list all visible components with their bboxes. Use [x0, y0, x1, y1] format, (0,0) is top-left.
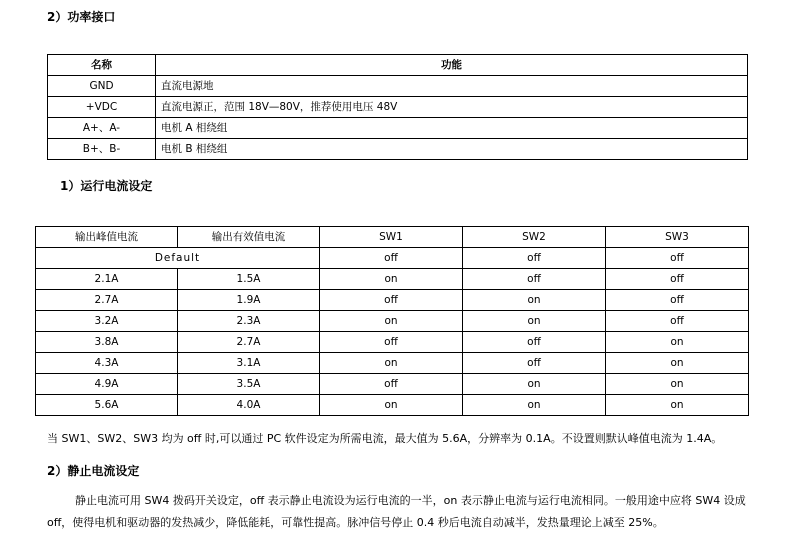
header-function: 功能: [156, 55, 748, 76]
sw2-state: off: [463, 353, 606, 374]
sw1-state: off: [320, 374, 463, 395]
default-label: Default: [36, 248, 320, 269]
header-peak-current: 输出峰值电流: [36, 227, 178, 248]
sw3-state: off: [606, 248, 749, 269]
peak-current: 5.6A: [36, 395, 178, 416]
sw1-state: off: [320, 248, 463, 269]
table-row: [36, 290, 749, 311]
table-row: [36, 311, 749, 332]
table-row: [36, 374, 749, 395]
pin-name: B+、B-: [48, 139, 156, 160]
power-interface-heading: 2）功率接口: [47, 10, 116, 24]
rms-current: 1.9A: [178, 290, 320, 311]
sw2-state: off: [463, 248, 606, 269]
run-current-heading: 1）运行电流设定: [60, 179, 153, 193]
peak-current: 2.1A: [36, 269, 178, 290]
peak-current: 4.9A: [36, 374, 178, 395]
peak-current: 4.3A: [36, 353, 178, 374]
header-sw1: SW1: [320, 227, 463, 248]
pin-function: 电机 A 相绕组: [156, 118, 748, 139]
pin-function: 直流电源正，范围 18V—80V，推荐使用电压 48V: [156, 97, 748, 118]
rms-current: 2.3A: [178, 311, 320, 332]
sw3-state: on: [606, 353, 749, 374]
run-current-table: [35, 226, 749, 416]
header-rms-current: 输出有效值电流: [178, 227, 320, 248]
sw2-state: on: [463, 395, 606, 416]
idle-current-heading: 2）静止电流设定: [47, 464, 140, 478]
pin-function: 电机 B 相绕组: [156, 139, 748, 160]
table-row: [48, 97, 748, 118]
rms-current: 3.1A: [178, 353, 320, 374]
table-row: [48, 139, 748, 160]
rms-current: 3.5A: [178, 374, 320, 395]
default-row: [36, 248, 749, 269]
rms-current: 1.5A: [178, 269, 320, 290]
peak-current: 2.7A: [36, 290, 178, 311]
table-row: [36, 395, 749, 416]
table-row: [36, 332, 749, 353]
pin-name: +VDC: [48, 97, 156, 118]
sw2-state: off: [463, 332, 606, 353]
sw2-state: on: [463, 311, 606, 332]
rms-current: 2.7A: [178, 332, 320, 353]
peak-current: 3.2A: [36, 311, 178, 332]
sw1-state: on: [320, 311, 463, 332]
pin-name: GND: [48, 76, 156, 97]
idle-current-description: [47, 490, 747, 534]
header-sw2: SW2: [463, 227, 606, 248]
rms-current: 4.0A: [178, 395, 320, 416]
table-header-row: [36, 227, 749, 248]
table-row: [48, 76, 748, 97]
sw1-state: off: [320, 290, 463, 311]
table-row: [48, 118, 748, 139]
sw2-state: on: [463, 374, 606, 395]
peak-current: 3.8A: [36, 332, 178, 353]
idle-current-paragraph: 静止电流可用 SW4 拨码开关设定，off 表示静止电流设为运行电流的一半，on 表示静止电流与运行电流相同。一般用途中应将 SW4 设成 off，使得电机和驱动器的发热减少，降低能耗，可靠性提高。脉冲信号停止 0.4 秒后电流自动减半，发热量理论上减至 25%。: [47, 494, 746, 529]
table-row: [36, 269, 749, 290]
sw3-state: on: [606, 374, 749, 395]
current-setting-note: 当 SW1、SW2、SW3 均为 off 时,可以通过 PC 软件设定为所需电流，最大值为 5.6A，分辨率为 0.1A。不设置则默认峰值电流为 1.4A。: [47, 432, 723, 445]
power-interface-table: [47, 54, 748, 160]
table-header-row: [48, 55, 748, 76]
sw1-state: on: [320, 269, 463, 290]
sw1-state: on: [320, 353, 463, 374]
sw3-state: off: [606, 311, 749, 332]
header-sw3: SW3: [606, 227, 749, 248]
sw3-state: on: [606, 332, 749, 353]
pin-function: 直流电源地: [156, 76, 748, 97]
sw1-state: off: [320, 332, 463, 353]
pin-name: A+、A-: [48, 118, 156, 139]
sw3-state: off: [606, 269, 749, 290]
sw3-state: on: [606, 395, 749, 416]
sw1-state: on: [320, 395, 463, 416]
sw2-state: on: [463, 290, 606, 311]
header-name: 名称: [48, 55, 156, 76]
sw3-state: off: [606, 290, 749, 311]
table-row: [36, 353, 749, 374]
sw2-state: off: [463, 269, 606, 290]
